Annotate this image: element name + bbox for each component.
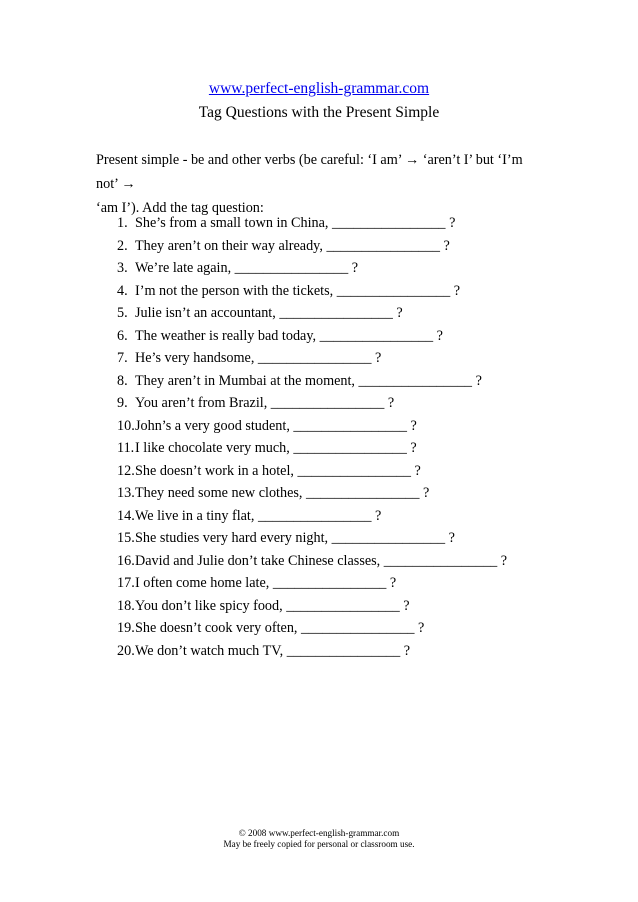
item-number: 18.: [117, 597, 135, 614]
item-number: 3.: [117, 260, 128, 276]
item-number: 5.: [117, 305, 128, 321]
instructions-line-2: ‘am I’). Add the tag question:: [96, 200, 264, 216]
item-text: Julie isn’t an accountant, ________________ ?: [135, 305, 403, 321]
item-number: 1.: [117, 215, 128, 231]
item-number: 19.: [117, 620, 135, 636]
item-text: I often come home late, ________________ ?: [135, 575, 397, 591]
item-number: 9.: [117, 395, 128, 411]
item-number: 17.: [117, 575, 135, 591]
usage-note: May be freely copied for personal or classroom use.: [223, 839, 415, 849]
item-text: She doesn’t work in a hotel, ________________ ?: [135, 462, 421, 479]
item-number: 6.: [117, 327, 128, 344]
page-title: Tag Questions with the Present Simple: [198, 104, 440, 121]
footer: [0, 828, 638, 850]
instructions: [96, 148, 546, 220]
item-number: 8.: [117, 372, 128, 389]
item-text: John’s a very good student, ________________ ?: [135, 417, 417, 434]
item-text: She’s from a small town in China, ________________ ?: [135, 215, 456, 231]
item-number: 16.: [117, 552, 135, 569]
instructions-line-1: Present simple - be and other verbs (be careful: ‘I am’ → ‘aren’t I’ but ‘I’m not’ →: [96, 152, 523, 192]
item-number: 4.: [117, 282, 128, 299]
item-text: We’re late again, ________________ ?: [135, 260, 359, 276]
item-text: You aren’t from Brazil, ________________ ?: [135, 395, 395, 411]
item-text: David and Julie don’t take Chinese classes, ________________ ?: [135, 552, 508, 569]
item-number: 2.: [117, 237, 128, 254]
copyright-line: © 2008 www.perfect-english-grammar.com: [238, 828, 400, 838]
item-text: She doesn’t cook very often, ________________ ?: [135, 620, 425, 636]
item-number: 11.: [117, 440, 135, 456]
item-text: You don’t like spicy food, ________________ ?: [135, 597, 410, 614]
item-text: The weather is really bad today, ________________ ?: [135, 327, 443, 344]
item-text: I like chocolate very much, ________________ ?: [135, 440, 417, 456]
item-text: He’s very handsome, ________________ ?: [135, 350, 382, 366]
item-text: They aren’t in Mumbai at the moment, ________________ ?: [135, 372, 482, 389]
site-link[interactable]: www.perfect-english-grammar.com: [208, 80, 430, 97]
item-number: 10.: [117, 417, 135, 434]
item-text: I’m not the person with the tickets, ________________ ?: [135, 282, 461, 299]
item-number: 13.: [117, 485, 135, 501]
item-text: She studies very hard every night, ________________ ?: [135, 530, 455, 546]
item-text: We don’t watch much TV, ________________ ?: [135, 642, 411, 659]
item-text: We live in a tiny flat, ________________ ?: [135, 507, 382, 524]
item-number: 14.: [117, 507, 135, 524]
item-number: 7.: [117, 350, 128, 366]
item-text: They need some new clothes, ________________ ?: [135, 485, 430, 501]
item-number: 12.: [117, 462, 135, 479]
item-text: They aren’t on their way already, ________________ ?: [135, 237, 450, 254]
item-number: 20.: [117, 642, 135, 659]
item-number: 15.: [117, 530, 135, 546]
